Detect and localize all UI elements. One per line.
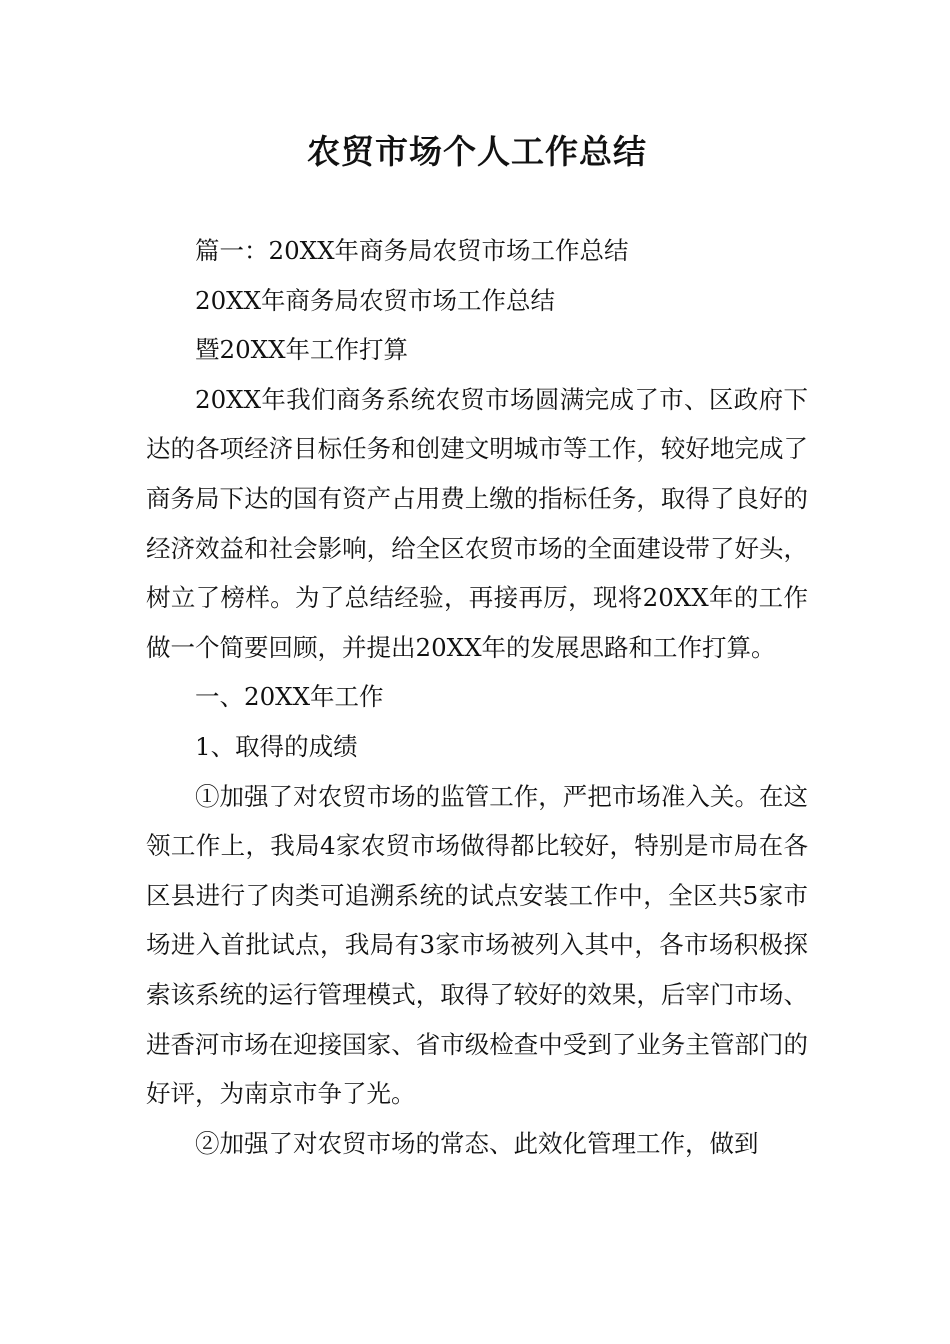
paragraph-heading-part-one: 篇一：20XX年商务局农贸市场工作总结 (195, 236, 629, 265)
paragraph-subtitle: 20XX年商务局农贸市场工作总结 (195, 285, 556, 315)
paragraph-item-one: ①加强了对农贸市场的监管工作，严把市场准入关。在这领工作上，我局4家农贸市场做得都比较好，特别是市局在各区县进行了肉类可追溯系统的试点安装工作中，全区共5家市场进入首批试点，我局有3家市场被列入其中，各市场积极探索该系统的运行管理模式，取得了较好的效果，后宰门市场、进香河市场在迎接国家、省市级检查中受到了业务主管部门的好评，为南京市争了光。 (146, 781, 808, 1109)
document-body (146, 226, 808, 1168)
document-page (146, 0, 808, 1344)
paragraph-intro: 20XX年我们商务系统农贸市场圆满完成了市、区政府下达的各项经济目标任务和创建文明城市等工作，较好地完成了商务局下达的国有资产占用费上缴的指标任务，取得了良好的经济效益和社会影响，给全区农贸市场的全面建设带了好头，树立了榜样。为了总结经验，再接再厉，现将20XX年的工作做一个简要回顾，并提出20XX年的发展思路和工作打算。 (146, 384, 808, 662)
paragraph-item-two: ②加强了对农贸市场的常态、此效化管理工作，做到 (195, 1128, 759, 1158)
paragraph-section-one: 一、20XX年工作 (195, 682, 384, 712)
document-title: 农贸市场个人工作总结 (307, 132, 647, 171)
paragraph-subtitle-plan: 暨20XX年工作打算 (195, 335, 409, 365)
paragraph-subsection-achievements: 1、取得的成绩 (195, 731, 358, 761)
